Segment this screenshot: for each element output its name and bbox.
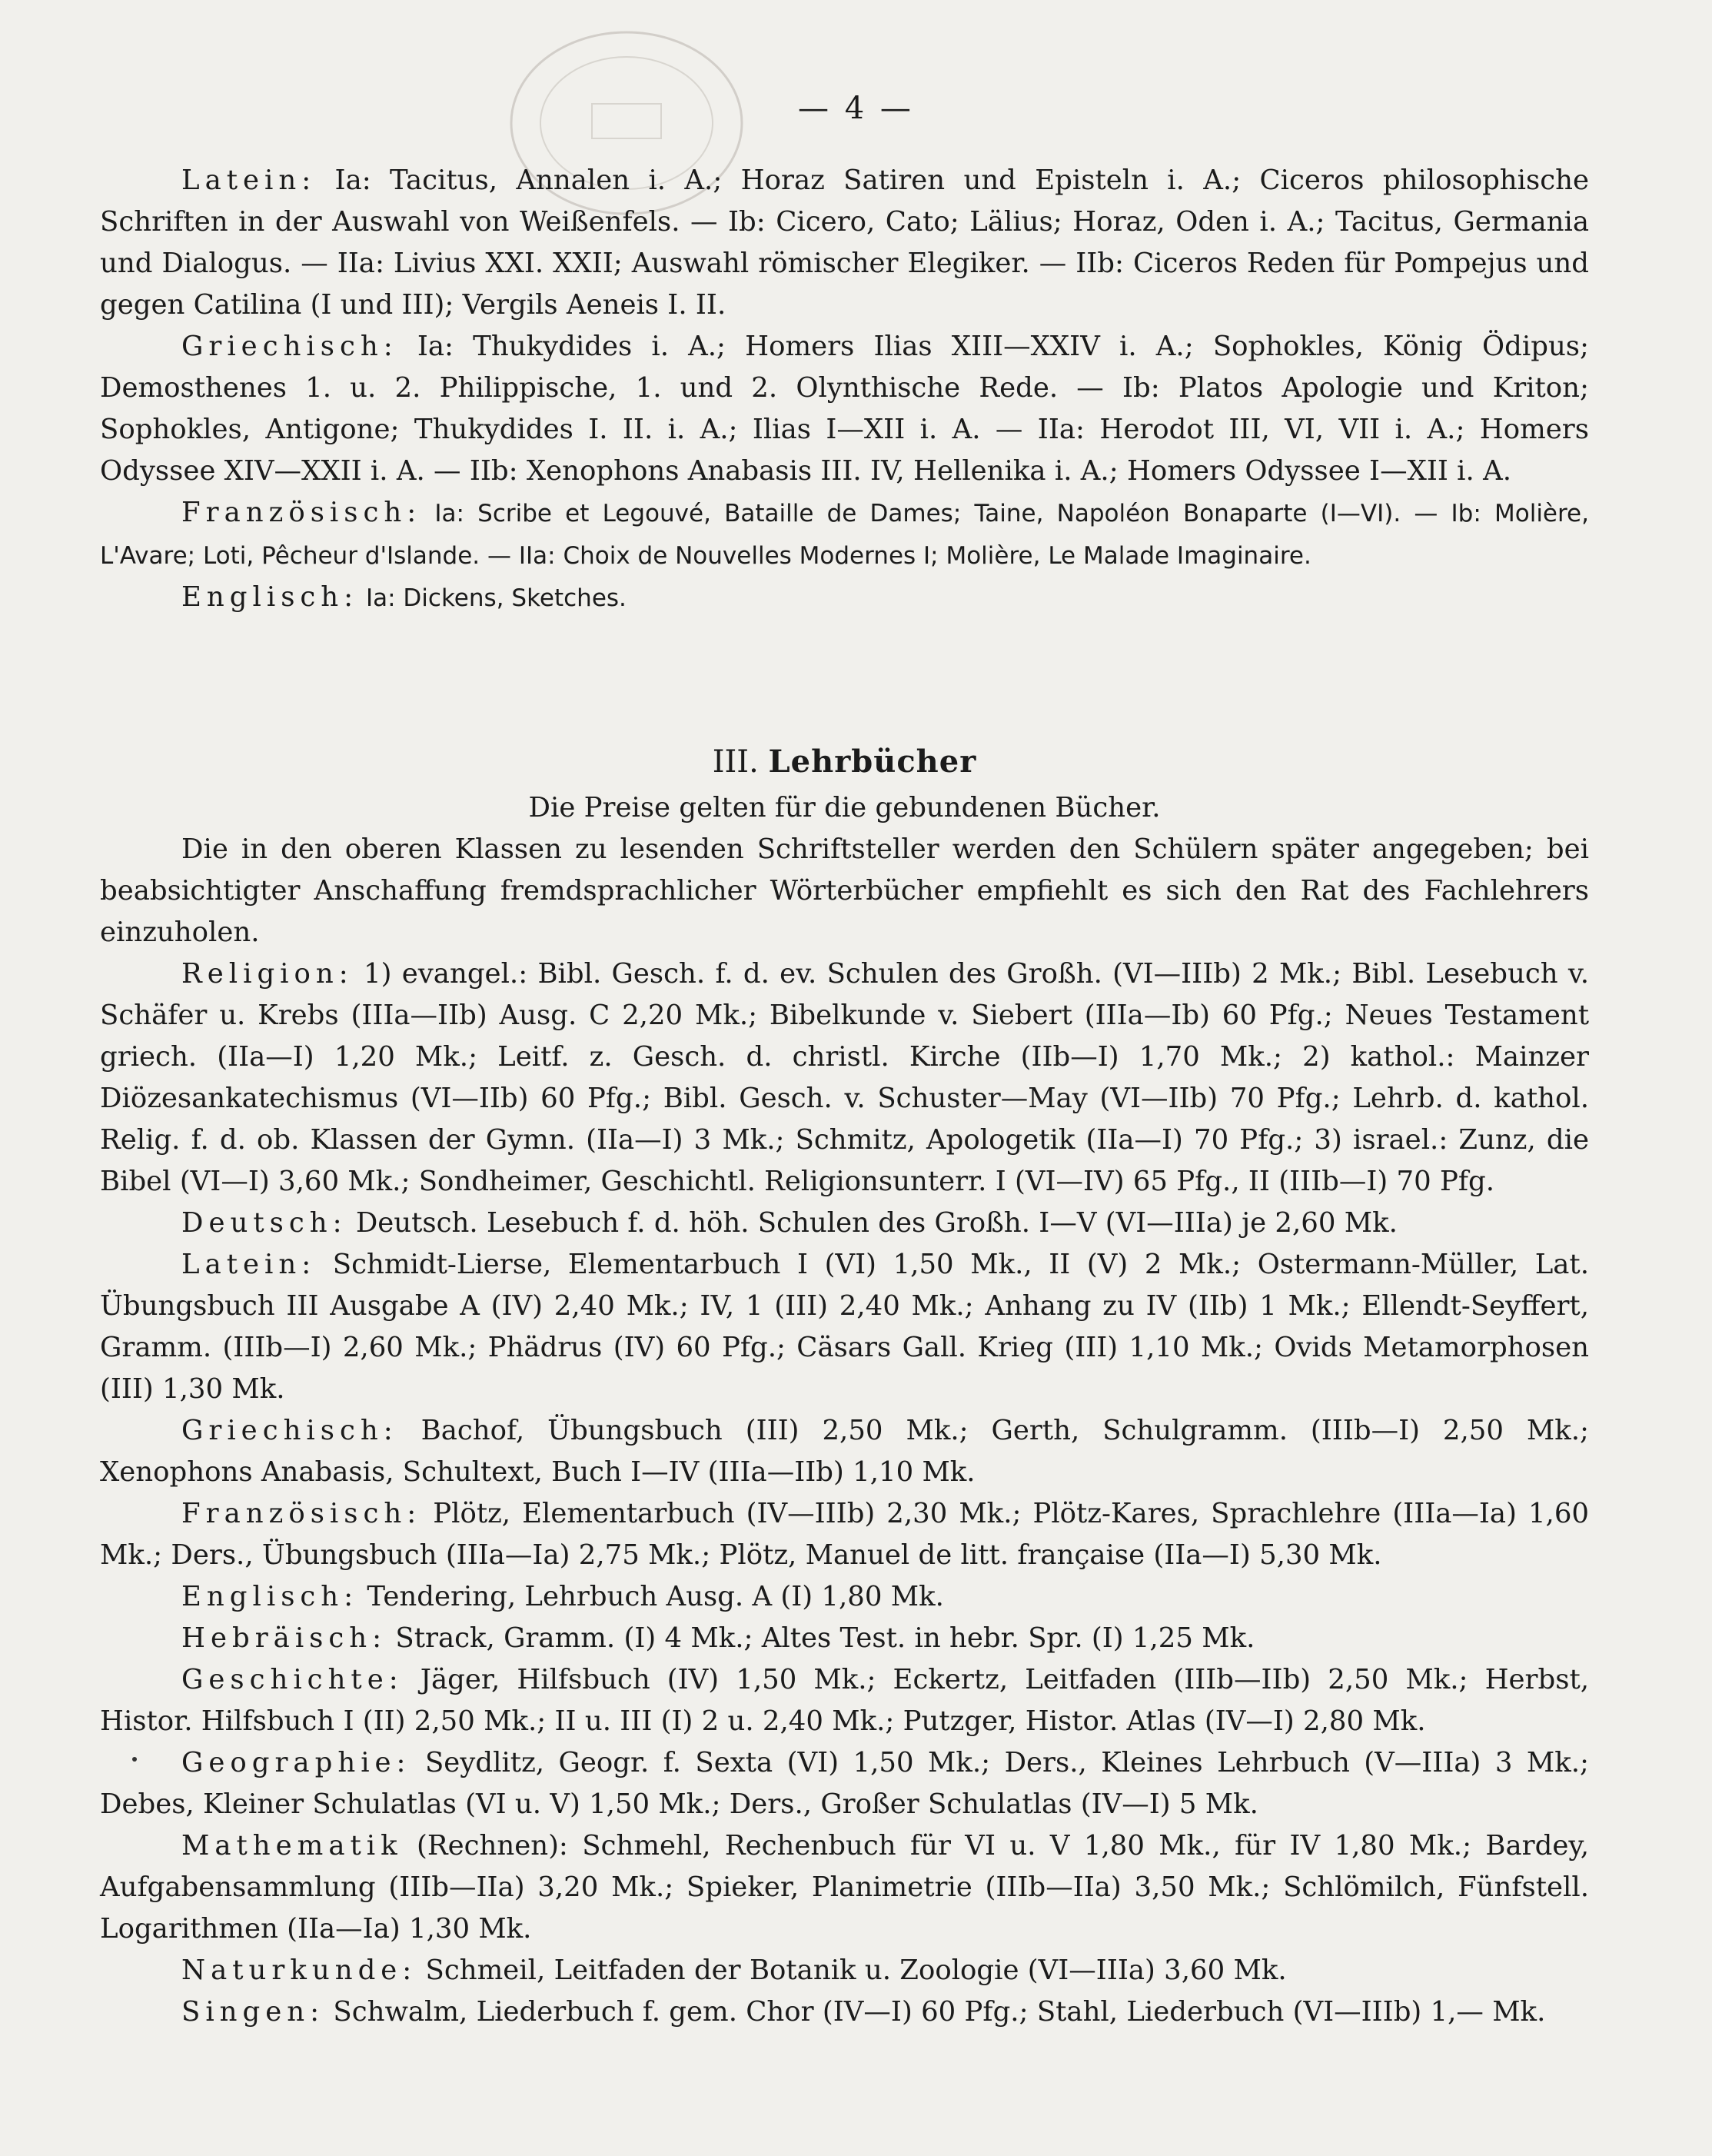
subject-label: Latein:	[181, 165, 317, 196]
section-title: Lehrbücher	[768, 744, 977, 780]
subject-text: Strack, Gramm. (I) 4 Mk.; Altes Test. in hebr. Spr. (I) 1,25 Mk.	[387, 1622, 1255, 1654]
textbook-german	[100, 1203, 1589, 1244]
textbook-hebrew	[100, 1618, 1589, 1659]
subject-label: Geschichte:	[181, 1664, 404, 1695]
textbook-french	[100, 1493, 1589, 1576]
subject-label: Mathematik	[181, 1830, 403, 1862]
subject-text: Tendering, Lehrbuch Ausg. A (I) 1,80 Mk.	[358, 1581, 944, 1612]
subject-label: Latein:	[181, 1249, 317, 1280]
subject-text: Ia: Dickens, Sketches.	[358, 584, 627, 612]
reading-list	[100, 160, 1589, 619]
subject-text: Deutsch. Lesebuch f. d. höh. Schulen des Großh. I—V (VI—IIIa) je 2,60 Mk.	[347, 1207, 1398, 1239]
price-note: Die Preise gelten für die gebundenen Bücher.	[528, 792, 1161, 823]
subject-label: Französisch:	[181, 1498, 422, 1529]
subject-text: Ia: Scribe et Legouvé, Bataille de Dames; Taine, Napoléon Bonaparte (I—VI). — Ib: Molière, L'Avare; Loti, Pêcheur d'Islande. — IIa: Choix de Nouvelles Modernes I; Molière, Le Malade Imaginaire.	[100, 500, 1589, 570]
subject-text: Jäger, Hilfsbuch (IV) 1,50 Mk.; Eckertz, Leitfaden (IIIb—IIb) 2,50 Mk.; Herbst, Histor. Hilfsbuch I (II) 2,50 Mk.; II u. III (I) 2 u. 2,40 Mk.; Putzger, Histor. Atlas (IV—I) 2,80 Mk.	[100, 1664, 1589, 1737]
subject-label: Französisch:	[181, 497, 422, 528]
reading-french	[100, 492, 1589, 577]
subject-label: Hebräisch:	[181, 1622, 387, 1654]
subject-label: Singen:	[181, 1996, 325, 2028]
subject-text: 1) evangel.: Bibl. Gesch. f. d. ev. Schulen des Großh. (VI—IIIb) 2 Mk.; Bibl. Lesebuch v. Schäfer u. Krebs (IIIa—IIb) Ausg. C 2,20 Mk.; Bibelkunde v. Siebert (IIIa—Ib) 60 Pfg.; Neues Testament griech. (IIa—I) 1,20 Mk.; Leitf. z. Gesch. d. christl. Kirche (IIb—I) 1,70 Mk.; 2) kathol.: Mainzer Diözesankatechismus (VI—IIb) 60 Pfg.; Bibl. Gesch. v. Schuster—May (VI—IIb) 70 Pfg.; Lehrb. d. kathol. Relig. f. d. ob. Klassen der Gymn. (IIa—I) 3 Mk.; Schmitz, Apologetik (IIa—I) 70 Pfg.; 3) israel.: Zunz, die Bibel (VI—I) 3,60 Mk.; Sondheimer, Geschichtl. Religionsunterr. I (VI—IV) 65 Pfg., II (IIIb—I) 70 Pfg.	[100, 958, 1589, 1197]
subject-label: Religion:	[181, 958, 354, 990]
textbook-geography	[100, 1742, 1589, 1825]
subject-label: Griechisch:	[181, 331, 398, 362]
subject-text: Seydlitz, Geogr. f. Sexta (VI) 1,50 Mk.; Ders., Kleines Lehrbuch (V—IIIa) 3 Mk.; Debes, Kleiner Schulatlas (VI u. V) 1,50 Mk.; Ders., Großer Schulatlas (IV—I) 5 Mk.	[100, 1747, 1589, 1820]
subject-label: Griechisch:	[181, 1415, 398, 1446]
subject-text: Schmeil, Leitfaden der Botanik u. Zoologie (VI—IIIa) 3,60 Mk.	[417, 1955, 1287, 1986]
reading-greek	[100, 326, 1589, 492]
subject-label: Englisch:	[181, 581, 359, 613]
textbooks-section	[100, 737, 1589, 2033]
subject-text: Bachof, Übungsbuch (III) 2,50 Mk.; Gerth, Schulgramm. (IIIb—I) 2,50 Mk.; Xenophons Anabasis, Schultext, Buch I—IV (IIIa—IIb) 1,10 Mk.	[100, 1415, 1589, 1488]
intro-text: Die in den oberen Klassen zu lesenden Schriftsteller werden den Schülern später angegeben; bei beabsichtigter Anschaffung fremdsprachlicher Wörterbücher empfiehlt es sich den Rat des Fachlehrers einzuholen.	[100, 833, 1589, 948]
subject-text: Schmidt-Lierse, Elementarbuch I (VI) 1,50 Mk., II (V) 2 Mk.; Ostermann-Müller, Lat. Übungsbuch III Ausgabe A (IV) 2,40 Mk.; IV, 1 (III) 2,40 Mk.; Anhang zu IV (IIb) 1 Mk.; Ellendt-Seyffert, Gramm. (IIIb—I) 2,60 Mk.; Phädrus (IV) 60 Pfg.; Cäsars Gall. Krieg (III) 1,10 Mk.; Ovids Metamorphosen (III) 1,30 Mk.	[100, 1249, 1589, 1405]
ink-speck	[132, 1757, 137, 1762]
textbook-singing	[100, 1991, 1589, 2033]
subject-text: Ia: Thukydides i. A.; Homers Ilias XIII—XXIV i. A.; Sophokles, König Ödipus; Demosthenes 1. u. 2. Philippische, 1. und 2. Olynthische Rede. — Ib: Platos Apologie und Kriton; Sophokles, Antigone; Thukydides I. II. i. A.; Ilias I—XII i. A. — IIa: Herodot III, VI, VII i. A.; Homers Odyssee XIV—XXII i. A. — IIb: Xenophons Anabasis III. IV, Hellenika i. A.; Homers Odyssee I—XII i. A.	[100, 331, 1589, 487]
subject-label: Deutsch:	[181, 1207, 347, 1239]
subject-label: Naturkunde:	[181, 1955, 417, 1986]
subject-text: Schwalm, Liederbuch f. gem. Chor (IV—I) 60 Pfg.; Stahl, Liederbuch (VI—IIIb) 1,— Mk.	[324, 1996, 1546, 2028]
textbook-religion	[100, 953, 1589, 1203]
subject-text: (Rechnen): Schmehl, Rechenbuch für VI u. V 1,80 Mk., für IV 1,80 Mk.; Bardey, Aufgabensammlung (IIIb—IIa) 3,20 Mk.; Spieker, Planimetrie (IIIb—IIa) 3,50 Mk.; Schlömilch, Fünfstell. Logarithmen (IIa—Ia) 1,30 Mk.	[100, 1830, 1589, 1945]
textbook-natural-science	[100, 1950, 1589, 1991]
textbook-history	[100, 1659, 1589, 1742]
textbook-greek	[100, 1410, 1589, 1493]
subject-label: Englisch:	[181, 1581, 359, 1612]
textbook-latin	[100, 1244, 1589, 1410]
reading-latin	[100, 160, 1589, 326]
textbook-english	[100, 1576, 1589, 1618]
reading-english	[100, 577, 1589, 619]
textbook-mathematics	[100, 1825, 1589, 1950]
subject-label: Geographie:	[181, 1747, 411, 1778]
section-number: III.	[712, 744, 759, 780]
subject-text: Plötz, Elementarbuch (IV—IIIb) 2,30 Mk.; Plötz-Kares, Sprachlehre (IIIa—Ia) 1,60 Mk.; Ders., Übungsbuch (IIIa—Ia) 2,75 Mk.; Plötz, Manuel de litt. française (IIa—I) 5,30 Mk.	[100, 1498, 1589, 1571]
section-heading	[100, 737, 1589, 787]
subject-text: Ia: Tacitus, Annalen i. A.; Horaz Satiren und Episteln i. A.; Ciceros philosophische Schriften in der Auswahl von Weißenfels. — Ib: Cicero, Cato; Lälius; Horaz, Oden i. A.; Tacitus, Germania und Dialogus. — IIa: Livius XXI. XXII; Auswahl römischer Elegiker. — IIb: Ciceros Reden für Pompejus und gegen Catilina (I und III); Vergils Aeneis I. II.	[100, 165, 1589, 321]
page-number: — 4 —	[798, 91, 914, 126]
